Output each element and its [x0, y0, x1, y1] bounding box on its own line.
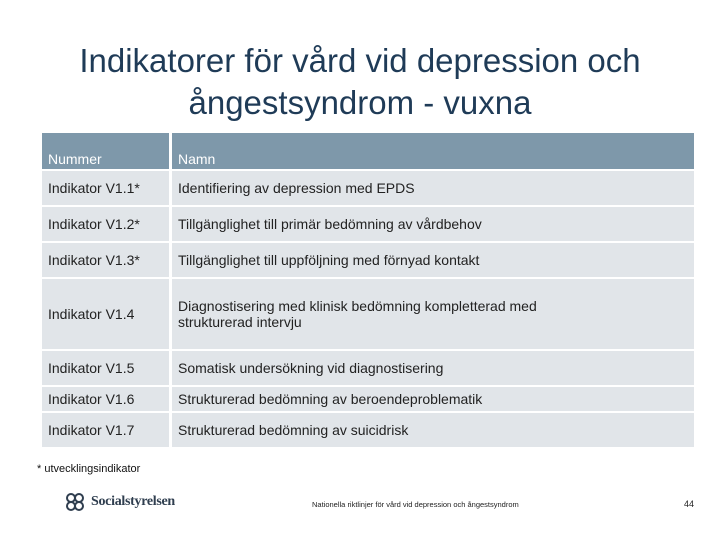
indicator-number: Indikator V1.3*: [42, 241, 172, 277]
indicator-number: Indikator V1.7: [42, 411, 172, 447]
indicator-number: Indikator V1.5: [42, 349, 172, 385]
indicator-table: [42, 133, 694, 447]
table-header-row: [42, 133, 694, 169]
header-nummer: Nummer: [42, 133, 172, 169]
page-number: 44: [684, 499, 695, 509]
slide-title-line-2: ångestsyndrom - vuxna: [188, 84, 532, 121]
logo-text: Socialstyrelsen: [91, 494, 175, 509]
footnote: * utvecklingsindikator: [37, 463, 141, 475]
indicator-name: Somatisk undersökning vid diagnostisering: [172, 349, 694, 385]
table-row: [42, 411, 694, 447]
socialstyrelsen-logo: [63, 487, 175, 517]
table-row: [42, 385, 694, 411]
indicator-name: Tillgänglighet till primär bedömning av vårdbehov: [172, 205, 694, 241]
indicator-number: Indikator V1.4: [42, 277, 172, 349]
header-namn: Namn: [172, 133, 694, 169]
logo-emblem-icon: [63, 490, 87, 514]
indicator-number: Indikator V1.1*: [42, 169, 172, 205]
table-row: [42, 277, 694, 349]
slide-title: [20, 40, 700, 124]
indicator-name: Identifiering av depression med EPDS: [172, 169, 694, 205]
indicator-name: Strukturerad bedömning av suicidrisk: [172, 411, 694, 447]
table-row: [42, 241, 694, 277]
footer-guideline-text: Nationella riktlinjer för vård vid depression och ångestsyndrom: [312, 500, 519, 509]
indicator-name-cell: [172, 277, 694, 349]
indicator-name-line-2: strukturerad intervju: [178, 314, 302, 330]
indicator-number: Indikator V1.6: [42, 385, 172, 411]
slide-title-line-1: Indikatorer för vård vid depression och: [79, 42, 641, 79]
indicator-name: Strukturerad bedömning av beroendeproblematik: [172, 385, 694, 411]
indicator-number: Indikator V1.2*: [42, 205, 172, 241]
table-row: [42, 169, 694, 205]
table-row: [42, 349, 694, 385]
table-row: [42, 205, 694, 241]
indicator-name-line-1: Diagnostisering med klinisk bedömning kompletterad med: [178, 298, 537, 314]
indicator-name: Tillgänglighet till uppföljning med förnyad kontakt: [172, 241, 694, 277]
